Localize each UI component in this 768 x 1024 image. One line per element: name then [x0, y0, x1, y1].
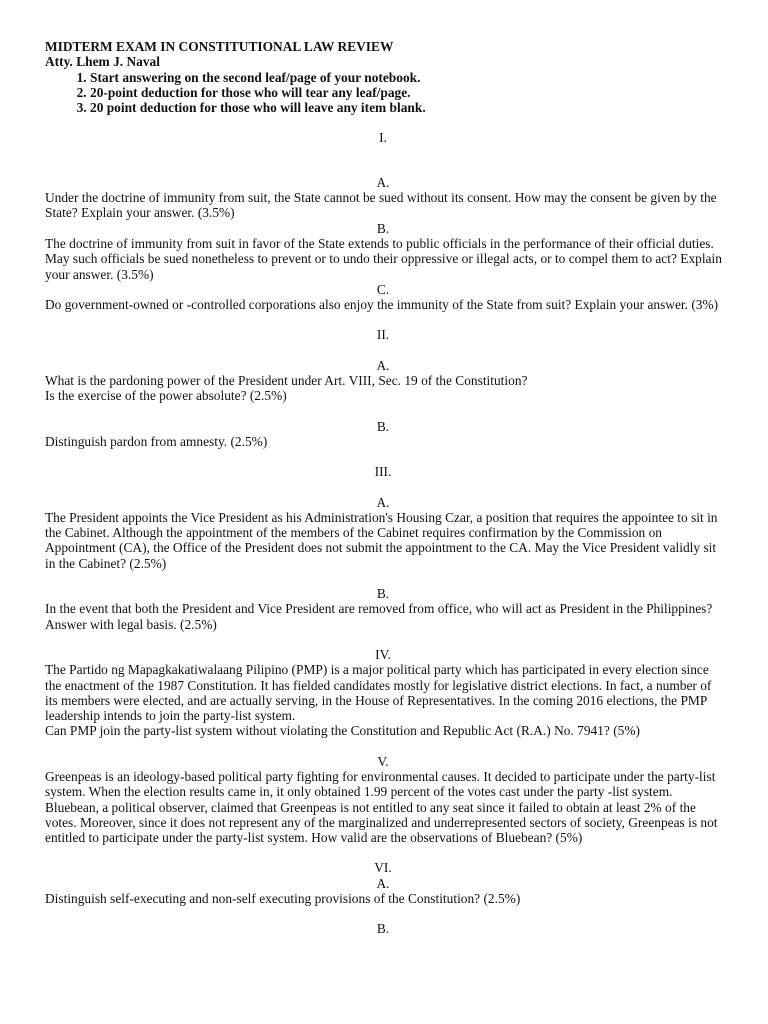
- exam-author: Atty. Lhem J. Naval: [45, 54, 160, 70]
- instruction-item: 3. 20 point deduction for those who will leave any item blank.: [90, 100, 725, 115]
- question-text: What is the pardoning power of the President under Art. VIII, Sec. 19 of the Constitution?: [45, 373, 528, 389]
- instruction-item: 1. Start answering on the second leaf/page of your notebook.: [90, 70, 725, 85]
- question-label: A.: [376, 357, 390, 373]
- question-label: B.: [376, 921, 390, 937]
- section-numeral: II.: [376, 327, 390, 343]
- question-text: Can PMP join the party-list system without violating the Constitution and Republic Act (R.A.) No. 7941? (5%): [45, 723, 640, 739]
- section-numeral: IV.: [375, 646, 391, 662]
- question-label: B.: [376, 418, 390, 434]
- question-label: A.: [376, 875, 390, 891]
- instruction-item: 2. 20-point deduction for those who will tear any leaf/page.: [90, 85, 725, 100]
- question-label: B.: [376, 586, 390, 602]
- question-text: Distinguish self-executing and non-self executing provisions of the Constitution? (2.5%): [45, 891, 521, 907]
- question-label: C.: [376, 281, 390, 297]
- question-text: In the event that both the President and Vice President are removed from office, who will act as President in the Philippines? Answer with legal basis. (2.5%): [45, 601, 713, 632]
- question-text: Greenpeas is an ideology-based political party fighting for environmental causes. It decided to participate under the party-list system. When the election results came in, it only obtained 1.99 percent of the votes cast under the party -list system. Bluebean, a political observer, claimed that Greenpeas is not entitled to any seat since it failed to obtain at least 2% of the votes. Moreover, since it does not represent any of the marginalized and underrepresented sectors of society, Greenpeas is not entitled to participate under the party-list system. How valid are the observations of Bluebean? (5%): [45, 768, 718, 846]
- section-numeral: VI.: [374, 860, 392, 876]
- question-label: A.: [376, 494, 390, 510]
- question-text: Under the doctrine of immunity from suit, the State cannot be sued without its consent. How may the consent be given by the State? Explain your answer. (3.5%): [45, 190, 717, 221]
- question-text: Distinguish pardon from amnesty. (2.5%): [45, 433, 268, 449]
- question-text: Is the exercise of the power absolute? (2.5%): [45, 388, 287, 404]
- question-text: The Partido ng Mapagkakatiwalaang Pilipino (PMP) is a major political party which has participated in every election since the enactment of the 1987 Constitution. It has fielded candidates mostly for legislative district elections. In fact, a number of its members were elected, and are actually serving, in the House of Representatives. In the coming 2016 elections, the PMP leadership intends to join the party-list system.: [45, 662, 712, 724]
- question-text: The doctrine of immunity from suit in favor of the State extends to public officials in the performance of their official duties. May such officials be sued nonetheless to prevent or to undo their oppressive or illegal acts, or to compel them to act? Explain your answer. (3.5%): [45, 235, 722, 282]
- exam-title: MIDTERM EXAM IN CONSTITUTIONAL LAW REVIEW: [45, 39, 394, 54]
- question-label: A.: [376, 174, 390, 190]
- question-text: Do government-owned or -controlled corporations also enjoy the immunity of the State from suit? Explain your answer. (3%): [45, 297, 719, 313]
- section-numeral: III.: [374, 464, 392, 480]
- section-numeral: I.: [379, 130, 387, 146]
- exam-document: [45, 39, 725, 937]
- section-numeral: V.: [377, 753, 389, 769]
- instructions-list: [45, 70, 725, 116]
- question-label: B.: [376, 220, 390, 236]
- question-text: The President appoints the Vice President as his Administration's Housing Czar, a position that requires the appointee to sit in the Cabinet. Although the appointment of the members of the Cabinet requires confirmation by the Commission on Appointment (CA), the Office of the President does not submit the appointment to the CA. May the Vice President validly sit in the Cabinet? (2.5%): [45, 509, 718, 571]
